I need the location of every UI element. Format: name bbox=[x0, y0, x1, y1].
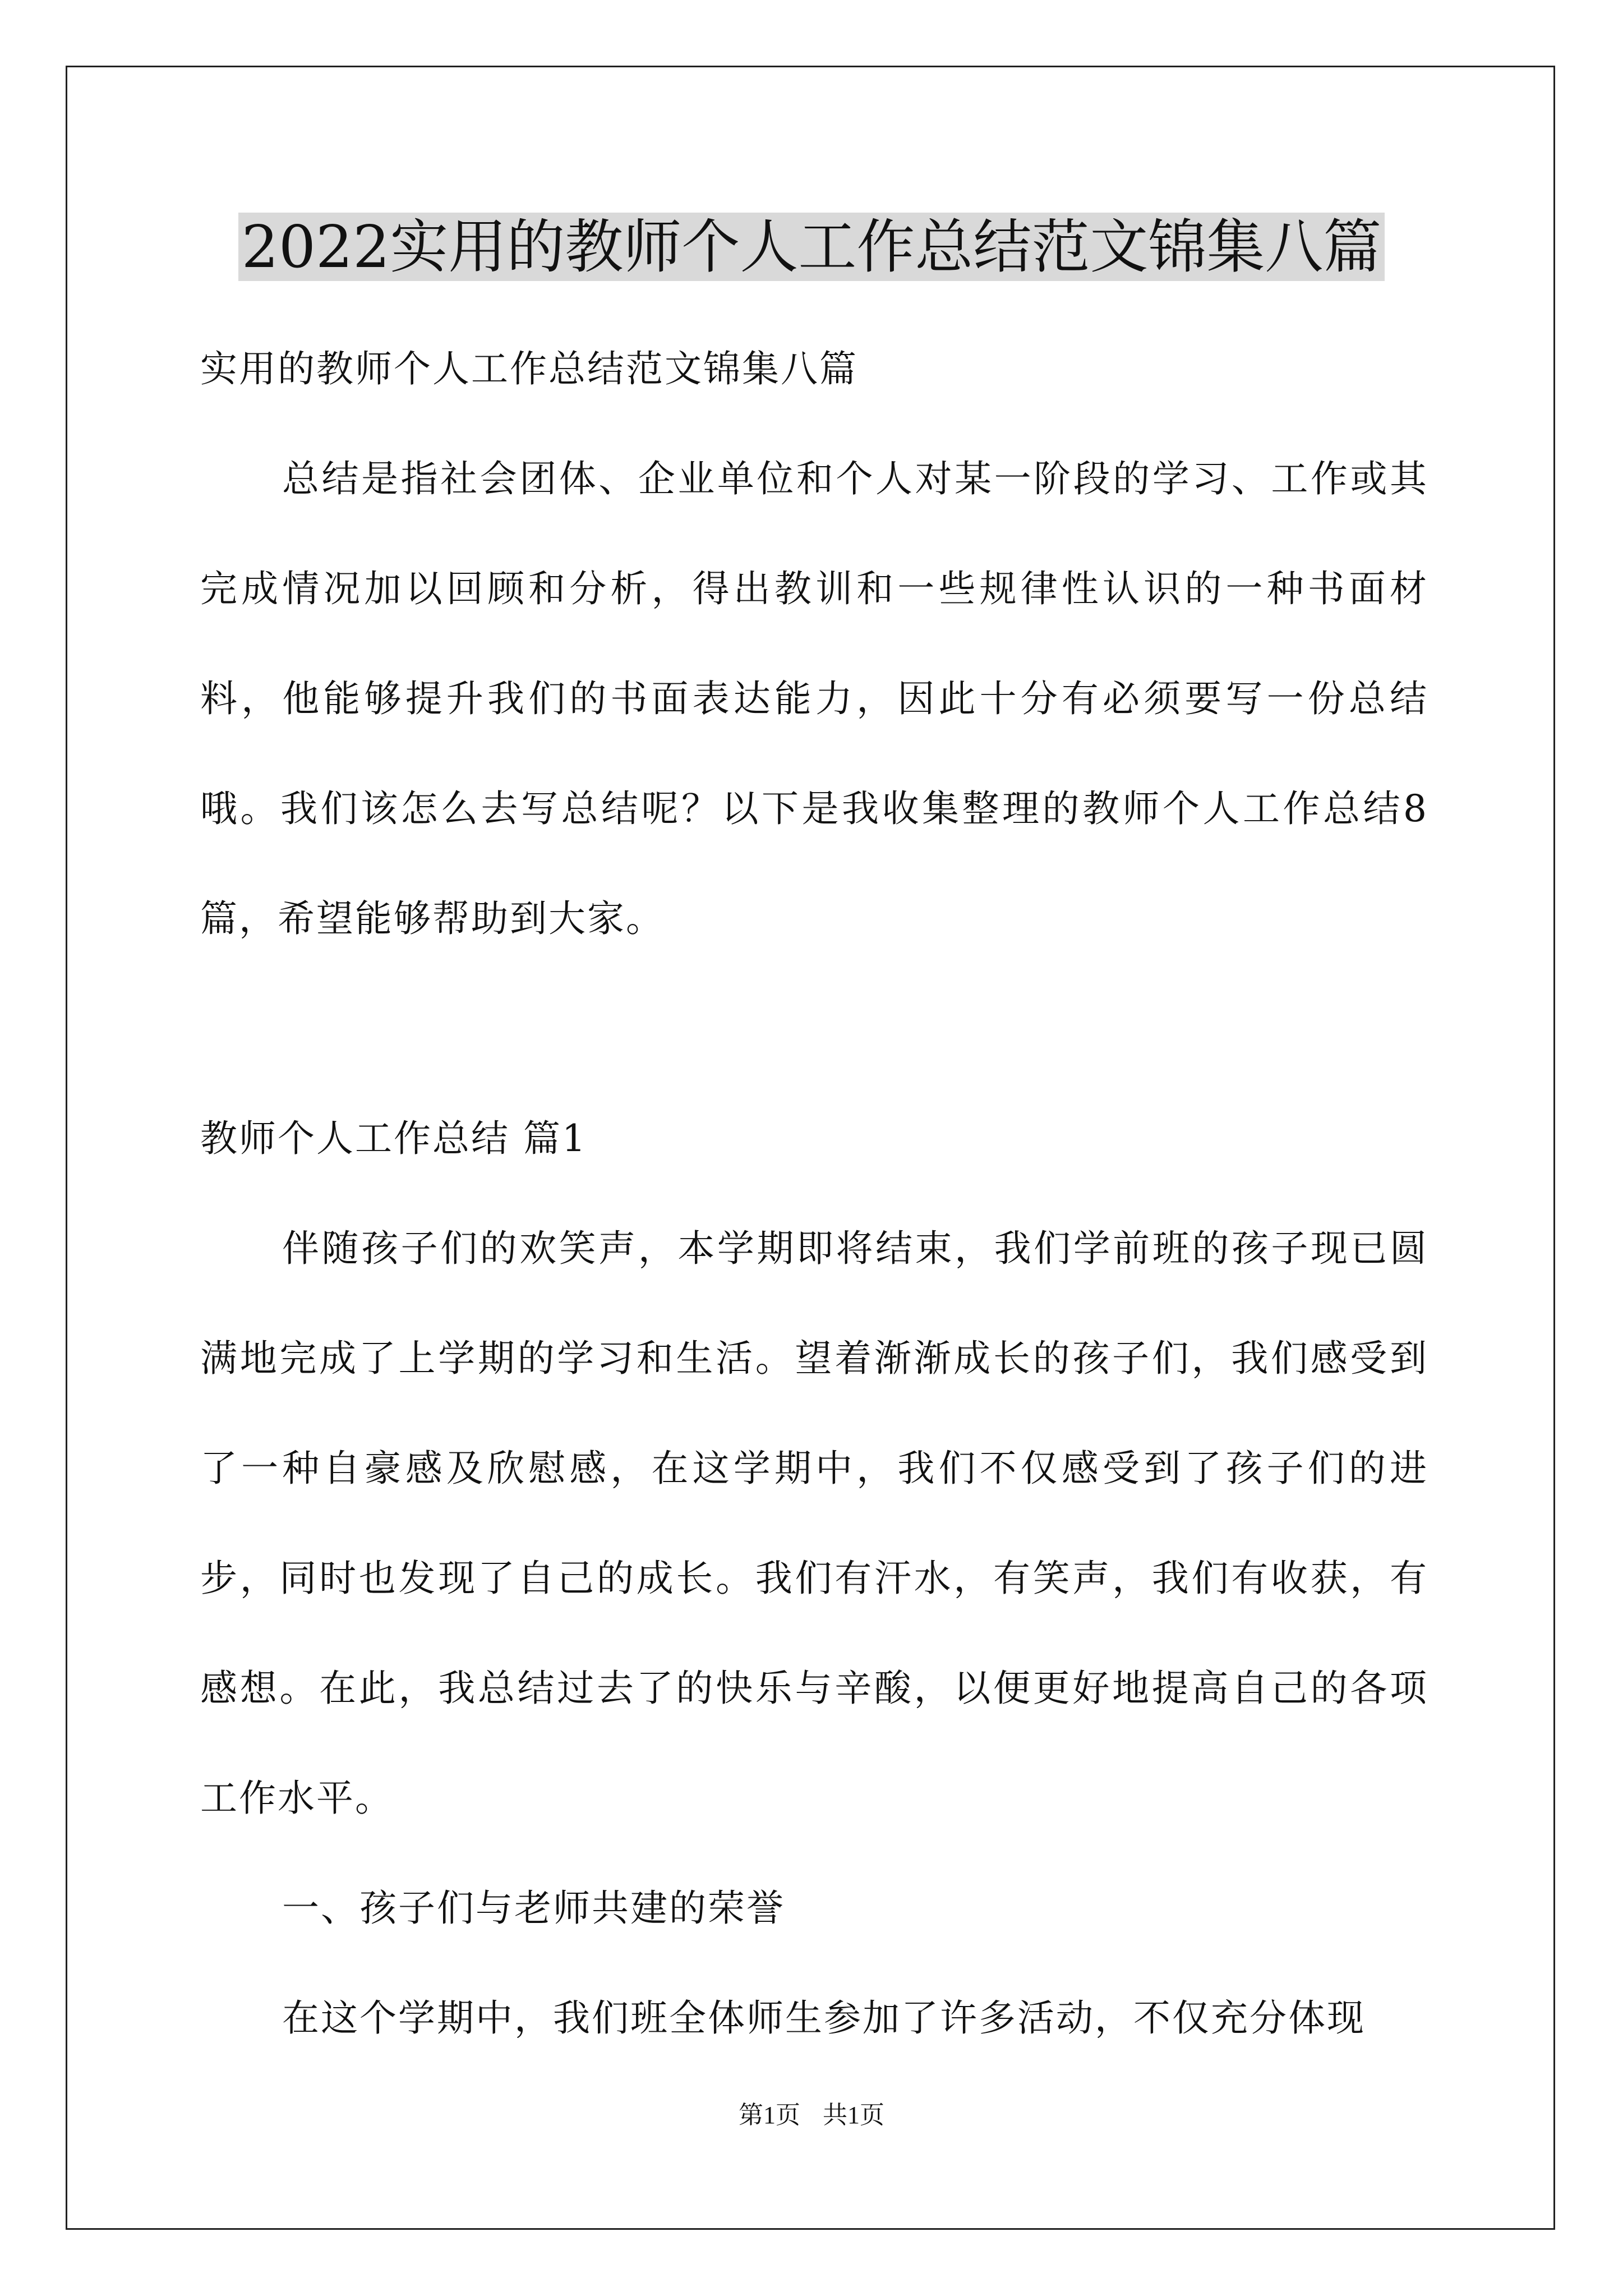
subsection-heading: 一、孩子们与老师共建的荣誉 bbox=[282, 1887, 785, 1930]
document-title-text: 2022实用的教师个人工作总结范文锦集八篇 bbox=[238, 213, 1385, 281]
intro-paragraph: 总结是指社会团体、企业单位和个人对某一阶段的学习、工作或其完成情况加以回顾和分析，得出教训和一些规律性认识的一种书面材料，他能够提升我们的书面表达能力，因此十分有必须要写一份总结哦。我们该怎么去写总结呢？以下是我收集整理的教师个人工作总结8篇，希望能够帮助到大家。 bbox=[200, 457, 1428, 940]
page-footer bbox=[0, 2099, 1623, 2132]
document-title bbox=[0, 205, 1623, 289]
section-paragraph: 在这个学期中，我们班全体师生参加了许多活动，不仅充分体现 bbox=[282, 1996, 1366, 2040]
page-total: 共1页 bbox=[823, 2101, 884, 2129]
section-heading: 教师个人工作总结 篇1 bbox=[200, 1117, 587, 1160]
paragraph-spacer bbox=[200, 974, 1428, 1084]
section-paragraph: 伴随孩子们的欢笑声，本学期即将结束，我们学前班的孩子现已圆满地完成了上学期的学习和生活。望着渐渐成长的孩子们，我们感受到了一种自豪感及欣慰感，在这学期中，我们不仅感受到了孩子们的进步，同时也发现了自己的成长。我们有汗水，有笑声，我们有收获，有感想。在此，我总结过去了的快乐与辛酸，以便更好地提高自己的各项工作水平。 bbox=[200, 1227, 1428, 1820]
document-subtitle: 实用的教师个人工作总结范文锦集八篇 bbox=[200, 347, 858, 390]
page-number: 第1页 bbox=[739, 2101, 800, 2129]
document-body bbox=[200, 314, 1428, 2073]
